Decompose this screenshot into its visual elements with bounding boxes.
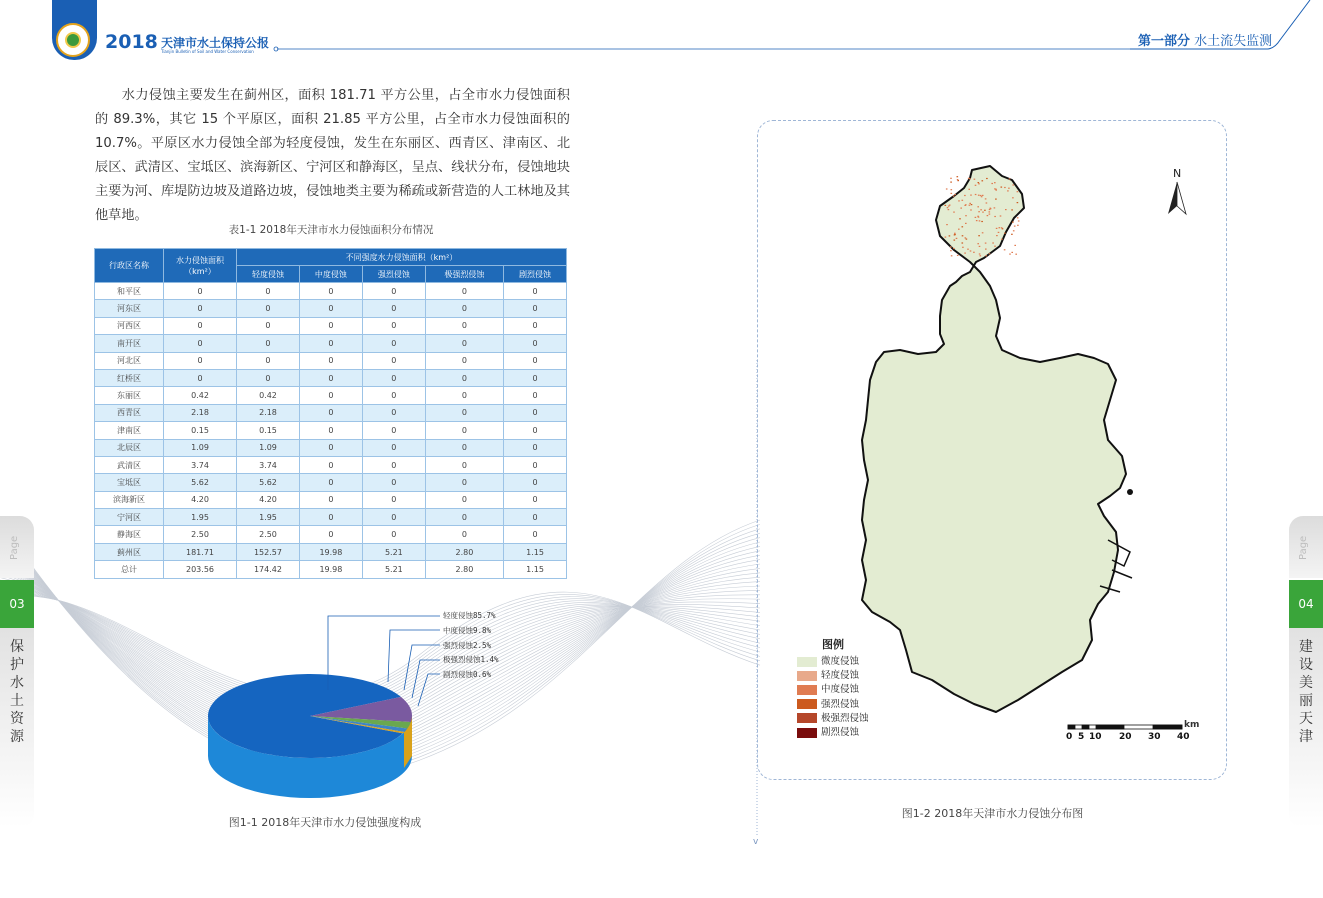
cell-value: 0 <box>504 283 567 300</box>
cell-value: 0 <box>362 283 425 300</box>
table-row <box>95 561 567 578</box>
cell-value: 0 <box>164 300 237 317</box>
legend-item <box>796 681 860 696</box>
scale-tick-label: 10 <box>1089 732 1102 742</box>
legend-label: 剧烈侵蚀 <box>821 727 860 738</box>
header-year: 2018 <box>105 31 158 53</box>
legend-item <box>796 724 859 736</box>
cell-value: 0 <box>237 335 300 352</box>
table-row <box>95 283 567 300</box>
cell-value: 19.98 <box>299 543 362 560</box>
cell-district: 河西区 <box>95 317 164 334</box>
col-header-intense: 强烈侵蚀 <box>362 266 425 283</box>
right-page-tab <box>1289 516 1323 578</box>
cell-value: 0.15 <box>237 422 300 439</box>
cell-value: 4.20 <box>164 491 237 508</box>
right-section-tab <box>1289 628 1323 828</box>
cell-value: 174.42 <box>237 561 300 578</box>
cell-district: 南开区 <box>95 335 164 352</box>
legend-item <box>796 667 860 682</box>
cell-value: 0 <box>164 352 237 369</box>
table-row <box>95 474 567 491</box>
cell-value: 0 <box>504 422 567 439</box>
cell-value: 0 <box>362 422 425 439</box>
cell-value: 0 <box>504 526 567 543</box>
figure1-caption: 图1-1 2018年天津市水力侵蚀强度构成 <box>228 816 422 829</box>
cell-value: 19.98 <box>299 561 362 578</box>
cell-value: 0 <box>504 300 567 317</box>
cell-value: 2.50 <box>164 526 237 543</box>
cell-value: 0 <box>299 335 362 352</box>
cell-district: 河北区 <box>95 352 164 369</box>
legend-swatch <box>796 670 818 682</box>
table-row <box>95 300 567 317</box>
pie-leader-line <box>404 645 440 690</box>
cell-value: 0 <box>299 509 362 526</box>
col-header-very-intense: 极强烈侵蚀 <box>425 266 503 283</box>
pie-label-severe: 剧烈侵蚀0.6% <box>443 670 492 679</box>
cell-value: 2.18 <box>164 404 237 421</box>
cell-value: 0 <box>299 404 362 421</box>
cell-value: 0 <box>504 369 567 386</box>
table-row <box>95 509 567 526</box>
cell-value: 0 <box>425 509 503 526</box>
header-title: 天津市水土保持公报 <box>161 36 270 50</box>
col-header-group: 不同强度水力侵蚀面积（km²） <box>237 249 567 266</box>
legend-item <box>796 653 859 665</box>
scale-tick-label: 40 <box>1177 732 1190 742</box>
left-section-title: 保护水土资源 <box>10 639 24 745</box>
cell-value: 0 <box>425 300 503 317</box>
bulletin-logo-icon <box>56 23 90 57</box>
cell-value: 0 <box>504 491 567 508</box>
cell-value: 152.57 <box>237 543 300 560</box>
cell-district: 西青区 <box>95 404 164 421</box>
cell-value: 0 <box>362 491 425 508</box>
cell-value: 0 <box>362 456 425 473</box>
table-row <box>95 526 567 543</box>
legend-title: 图例 <box>822 638 844 651</box>
cell-district: 总计 <box>95 561 164 578</box>
section-title-rest: 水土流失监测 <box>1194 34 1273 49</box>
right-section-title: 建设美丽天津 <box>1299 639 1313 745</box>
legend-label: 中度侵蚀 <box>821 684 860 696</box>
cell-value: 0 <box>237 283 300 300</box>
legend-swatch <box>796 698 818 710</box>
cell-value: 1.15 <box>504 561 567 578</box>
cell-value: 0.42 <box>164 387 237 404</box>
cell-district: 滨海新区 <box>95 491 164 508</box>
cell-value: 2.18 <box>237 404 300 421</box>
cell-value: 3.74 <box>237 456 300 473</box>
cell-value: 0 <box>425 491 503 508</box>
table-row <box>95 543 567 560</box>
legend-item <box>796 696 859 708</box>
legend-swatch <box>796 684 818 696</box>
left-page-tab <box>0 516 34 578</box>
cell-district: 静海区 <box>95 526 164 543</box>
col-header-mild: 轻度侵蚀 <box>237 266 300 283</box>
cell-value: 1.09 <box>164 439 237 456</box>
cell-value: 1.09 <box>237 439 300 456</box>
cell-value: 0 <box>299 456 362 473</box>
cell-value: 0 <box>299 491 362 508</box>
cell-district: 北辰区 <box>95 439 164 456</box>
pie-label-intense: 强烈侵蚀2.5% <box>443 641 492 650</box>
cell-value: 0 <box>362 439 425 456</box>
page-word: Page <box>9 535 20 560</box>
cell-value: 0 <box>362 509 425 526</box>
legend-label: 强烈侵蚀 <box>821 698 860 710</box>
cell-district: 蓟州区 <box>95 543 164 560</box>
table-row <box>95 491 567 508</box>
cell-district: 和平区 <box>95 283 164 300</box>
cell-value: 0 <box>504 474 567 491</box>
cell-value: 0 <box>299 300 362 317</box>
legend-swatch <box>796 727 818 739</box>
table-caption: 表1-1 2018年天津市水力侵蚀面积分布情况 <box>228 224 434 236</box>
cell-value: 0 <box>362 317 425 334</box>
legend-label: 微度侵蚀 <box>821 656 860 667</box>
cell-value: 0 <box>299 422 362 439</box>
cell-value: 0 <box>362 352 425 369</box>
cell-value: 203.56 <box>164 561 237 578</box>
cell-value: 0 <box>299 283 362 300</box>
legend-label: 轻度侵蚀 <box>821 670 860 682</box>
cell-value: 0 <box>164 335 237 352</box>
cell-value: 0 <box>362 526 425 543</box>
cell-value: 0 <box>504 456 567 473</box>
table-row <box>95 335 567 352</box>
table-row <box>95 404 567 421</box>
cell-value: 2.50 <box>237 526 300 543</box>
cell-value: 0 <box>504 335 567 352</box>
cell-value: 0 <box>425 474 503 491</box>
cell-value: 2.80 <box>425 561 503 578</box>
cell-value: 0 <box>237 317 300 334</box>
cell-value: 0 <box>299 439 362 456</box>
cell-value: 0 <box>425 456 503 473</box>
cell-value: 1.95 <box>164 509 237 526</box>
cell-value: 0 <box>425 526 503 543</box>
section-title-bold: 第一部分 <box>1138 34 1191 49</box>
cell-value: 0 <box>237 352 300 369</box>
cell-value: 0 <box>425 404 503 421</box>
cell-value: 0 <box>299 387 362 404</box>
cell-value: 0 <box>425 422 503 439</box>
page-word: Page <box>1298 535 1309 560</box>
legend-swatch <box>796 712 818 724</box>
col-header-moderate: 中度侵蚀 <box>299 266 362 283</box>
left-page-number: 03 <box>0 580 34 628</box>
cell-value: 0 <box>362 300 425 317</box>
cell-value: 0 <box>425 283 503 300</box>
scale-tick-label: 0 <box>1066 732 1073 742</box>
table-row <box>95 369 567 386</box>
cell-value: 0 <box>362 335 425 352</box>
cell-value: 1.15 <box>504 543 567 560</box>
cell-value: 4.20 <box>237 491 300 508</box>
cell-district: 河东区 <box>95 300 164 317</box>
cell-value: 0 <box>299 317 362 334</box>
cell-district: 红桥区 <box>95 369 164 386</box>
pie-label-moderate: 中度侵蚀9.8% <box>443 626 492 635</box>
cell-value: 0 <box>425 317 503 334</box>
scale-tick-label: 20 <box>1119 732 1132 742</box>
cell-value: 0.42 <box>237 387 300 404</box>
cell-value: 5.62 <box>164 474 237 491</box>
table-row <box>95 352 567 369</box>
scale-tick-label: 5 <box>1078 732 1085 742</box>
cell-value: 5.21 <box>362 543 425 560</box>
cell-value: 5.21 <box>362 561 425 578</box>
cell-value: 0 <box>504 439 567 456</box>
cell-value: 0 <box>237 300 300 317</box>
cell-value: 1.95 <box>237 509 300 526</box>
header-subtitle: Tianjin Bulletin of Soil and Water Conservation <box>161 49 254 54</box>
cell-value: 0 <box>164 369 237 386</box>
col-header-total: 水力侵蚀面积（km²） <box>164 249 237 283</box>
cell-value: 0 <box>299 526 362 543</box>
table-row <box>95 387 567 404</box>
table-row <box>95 439 567 456</box>
cell-value: 0 <box>504 352 567 369</box>
cell-value: 0 <box>504 404 567 421</box>
cell-value: 0 <box>362 474 425 491</box>
figure2-caption: 图1-2 2018年天津市水力侵蚀分布图 <box>901 807 1084 820</box>
cell-value: 0 <box>164 283 237 300</box>
cell-value: 3.74 <box>164 456 237 473</box>
logo-tab <box>52 0 97 60</box>
cell-value: 0 <box>164 317 237 334</box>
legend-label: 极强烈侵蚀 <box>821 712 869 724</box>
cell-district: 津南区 <box>95 422 164 439</box>
cell-value: 5.62 <box>237 474 300 491</box>
legend-item <box>796 710 869 722</box>
north-label: N <box>1173 167 1182 180</box>
pie-chart <box>208 674 412 798</box>
cell-district: 武清区 <box>95 456 164 473</box>
cell-value: 0 <box>504 509 567 526</box>
right-page-number: 04 <box>1289 580 1323 628</box>
cell-value: 0 <box>425 369 503 386</box>
pie-label-mild: 轻度侵蚀85.7% <box>443 611 496 620</box>
cell-value: 0 <box>299 369 362 386</box>
cell-value: 0 <box>425 352 503 369</box>
cell-district: 宝坻区 <box>95 474 164 491</box>
cell-district: 东丽区 <box>95 387 164 404</box>
scale-unit: km <box>1184 720 1200 730</box>
erosion-area-table <box>94 248 567 579</box>
col-header-severe: 剧烈侵蚀 <box>504 266 567 283</box>
cell-value: 0 <box>362 387 425 404</box>
table-body <box>95 283 567 579</box>
cell-value: 0 <box>299 474 362 491</box>
scale-tick-label: 30 <box>1148 732 1161 742</box>
cell-value: 0 <box>362 369 425 386</box>
col-header-district: 行政区名称 <box>95 249 164 283</box>
cell-value: 0 <box>237 369 300 386</box>
cell-value: 0 <box>299 352 362 369</box>
cell-value: 181.71 <box>164 543 237 560</box>
cell-value: 0 <box>362 404 425 421</box>
body-paragraph: 水力侵蚀主要发生在蓟州区，面积 181.71 平方公里，占全市水力侵蚀面积的 89.3%，其它 15 个平原区，面积 21.85 平方公里，占全市水力侵蚀面积的 10.7%。平原区水力侵蚀全部为轻度侵蚀，发生在东丽区、西青区、津南区、北辰区、武清区、宝坻区、滨海新区、宁河区和静海区，呈点、线状分布，侵蚀地块主要为河、库堤防边坡及道路边坡，侵蚀地类主要为稀疏或新营造的人工林地及其他草地。 <box>95 88 570 223</box>
pie-label-very-intense: 极强烈侵蚀1.4% <box>443 655 499 664</box>
cell-value: 0.15 <box>164 422 237 439</box>
table-row <box>95 456 567 473</box>
section-title <box>1138 30 1272 49</box>
legend-swatch <box>796 656 818 668</box>
cell-value: 2.80 <box>425 543 503 560</box>
cell-district: 宁河区 <box>95 509 164 526</box>
cell-value: 0 <box>425 439 503 456</box>
table-row <box>95 317 567 334</box>
cell-value: 0 <box>504 317 567 334</box>
cell-value: 0 <box>425 335 503 352</box>
table-row <box>95 422 567 439</box>
guide-arrow: v <box>753 837 759 847</box>
cell-value: 0 <box>504 387 567 404</box>
cell-value: 0 <box>425 387 503 404</box>
left-section-tab <box>0 628 34 828</box>
